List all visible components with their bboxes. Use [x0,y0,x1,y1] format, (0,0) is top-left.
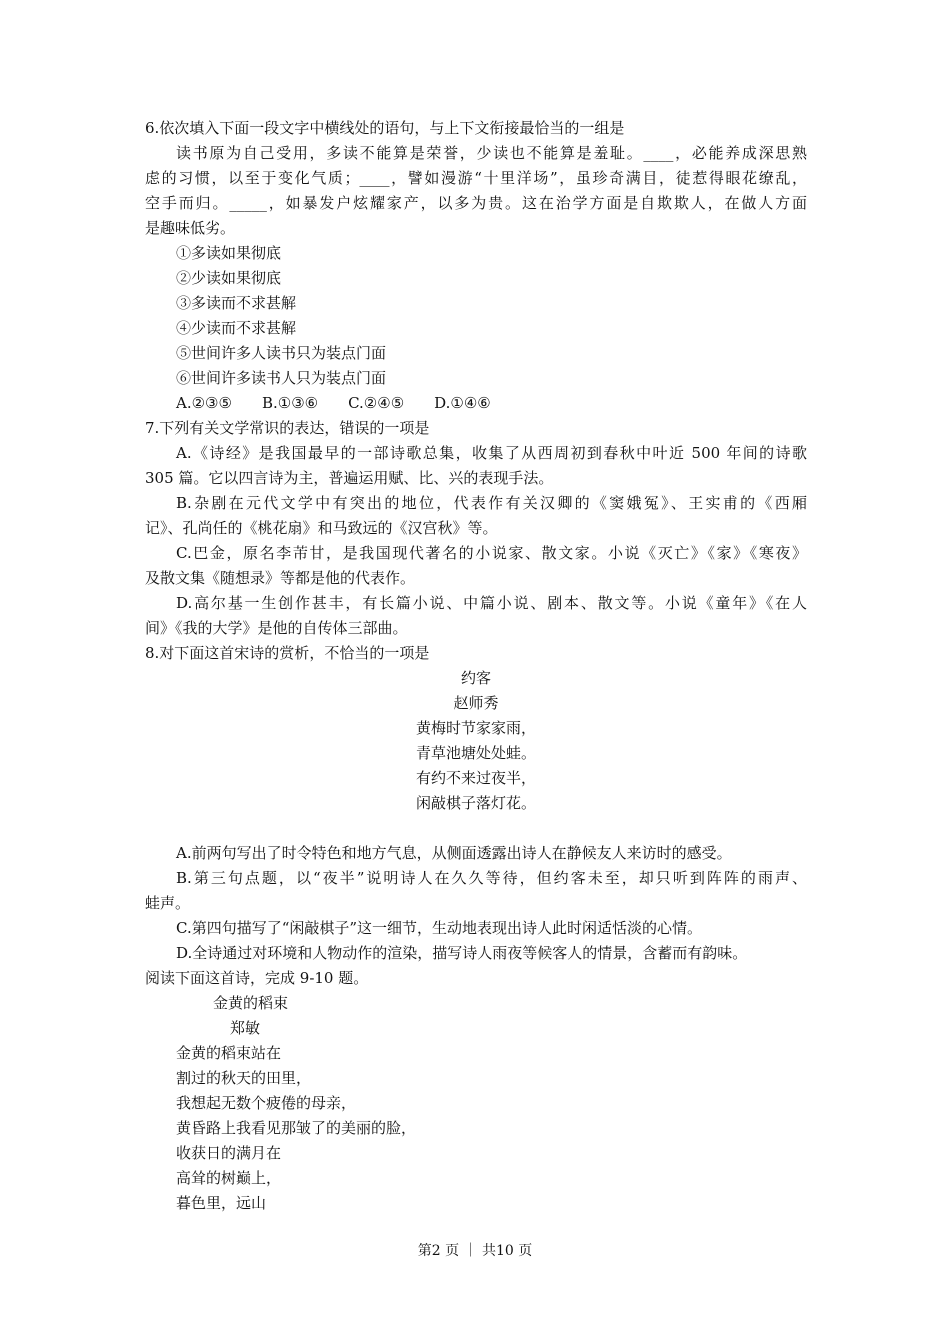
q8-option-a: A.前两句写出了时令特色和地方气息，从侧面透露出诗人在静候友人来访时的感受。 [176,844,732,862]
q7-option-b-cont: 记》、孔尚任的《桃花扇》和马致远的《汉宫秋》等。 [145,519,498,537]
reading-poem-line: 我想起无数个疲倦的母亲， [176,1094,357,1112]
reading-intro: 阅读下面这首诗，完成 9-10 题。 [145,969,369,987]
q7-option-c: C.巴金，原名李芾甘，是我国现代著名的小说家、散文家。小说《灭亡》《家》《寒夜》 [176,544,807,562]
poem-line: 黄梅时节家家雨， [415,719,536,737]
q6-stem: 6.依次填入下面一段文字中横线处的语句，与上下文衔接最恰当的一组是 [145,119,625,137]
reading-poem-line: 黄昏路上我看见那皱了的美丽的脸， [176,1119,417,1137]
poem-line: 青草池塘处处蛙。 [415,744,536,762]
reading-poem-line: 金黄的稻束站在 [176,1044,282,1062]
q8-option-b: B.第三句点题，以“夜半”说明诗人在久久等待，但约客未至，却只听到阵阵的雨声、 [176,869,807,887]
q6-item: ⑥世间许多读书人只为装点门面 [176,369,387,387]
poem-line: 闲敲棋子落灯花。 [415,794,536,812]
q6-item: ④少读而不求甚解 [176,319,297,337]
q6-item: ③多读而不求甚解 [176,294,297,312]
q6-option-c: C.②④⑤ [348,394,405,412]
page-footer: 第2 页 ｜ 共10 页 [417,1243,533,1259]
poem-title: 约客 [460,669,491,687]
q7-option-d-cont: 间》《我的大学》是他的自传体三部曲。 [145,619,408,637]
q6-item: ①多读如果彻底 [176,244,282,262]
q7-option-c-cont: 及散文集《随想录》等都是他的代表作。 [145,569,416,587]
reading-poem-author: 郑敏 [230,1019,261,1037]
spacer [145,816,807,841]
q6-option-b: B.①③⑥ [261,394,319,412]
q6-option-d: D.①④⑥ [434,394,491,412]
q8-option-b-cont: 蛙声。 [145,894,191,912]
q6-passage-line: 空手而归。_____，如暴发户炫耀家产，以多为贵。这在治学方面是自欺欺人，在做人方面 [145,194,807,212]
q6-item: ②少读如果彻底 [176,269,282,287]
reading-poem-title: 金黄的稻束 [213,994,289,1012]
q6-passage-line: 读书原为自己受用，多读不能算是荣誉，少读也不能算是羞耻。____，必能养成深思熟 [176,144,807,162]
q8-option-c: C.第四句描写了“闲敲棋子”这一细节，生动地表现出诗人此时闲适恬淡的心情。 [176,919,703,937]
q7-option-d: D.高尔基一生创作甚丰，有长篇小说、中篇小说、剧本、散文等。小说《童年》《在人 [176,594,807,612]
page-content [145,116,807,1216]
reading-poem-line: 收获日的满月在 [176,1144,282,1162]
reading-poem-line: 暮色里，远山 [176,1194,267,1212]
q7-option-b: B.杂剧在元代文学中有突出的地位，代表作有关汉卿的《窦娥冤》、王实甫的《西厢 [176,494,807,512]
q6-passage-line: 是趣味低劣。 [145,219,236,237]
q6-option-a: A.②③⑤ [176,394,232,412]
q8-option-d: D.全诗通过对环境和人物动作的渲染，描写诗人雨夜等候客人的情景，含蓄而有韵味。 [176,944,748,962]
poem-author: 赵师秀 [453,694,499,712]
reading-poem-line: 割过的秋天的田里， [176,1069,312,1087]
q6-passage-line: 虑的习惯，以至于变化气质；____，譬如漫游“十里洋场”，虽珍奇满目，徒惹得眼花缭乱， [145,169,807,187]
poem-line: 有约不来过夜半， [415,769,536,787]
q7-stem: 7.下列有关文学常识的表达，错误的一项是 [145,419,430,437]
q7-option-a: A.《诗经》是我国最早的一部诗歌总集，收集了从西周初到春秋中叶近 500 年间的诗歌 [176,444,807,462]
q8-stem: 8.对下面这首宋诗的赏析，不恰当的一项是 [145,644,430,662]
q6-item: ⑤世间许多人读书只为装点门面 [176,344,387,362]
q6-options [145,391,807,416]
q7-option-a-cont: 305 篇。它以四言诗为主，普遍运用赋、比、兴的表现手法。 [145,469,554,487]
reading-poem-line: 高耸的树巅上， [176,1169,282,1187]
